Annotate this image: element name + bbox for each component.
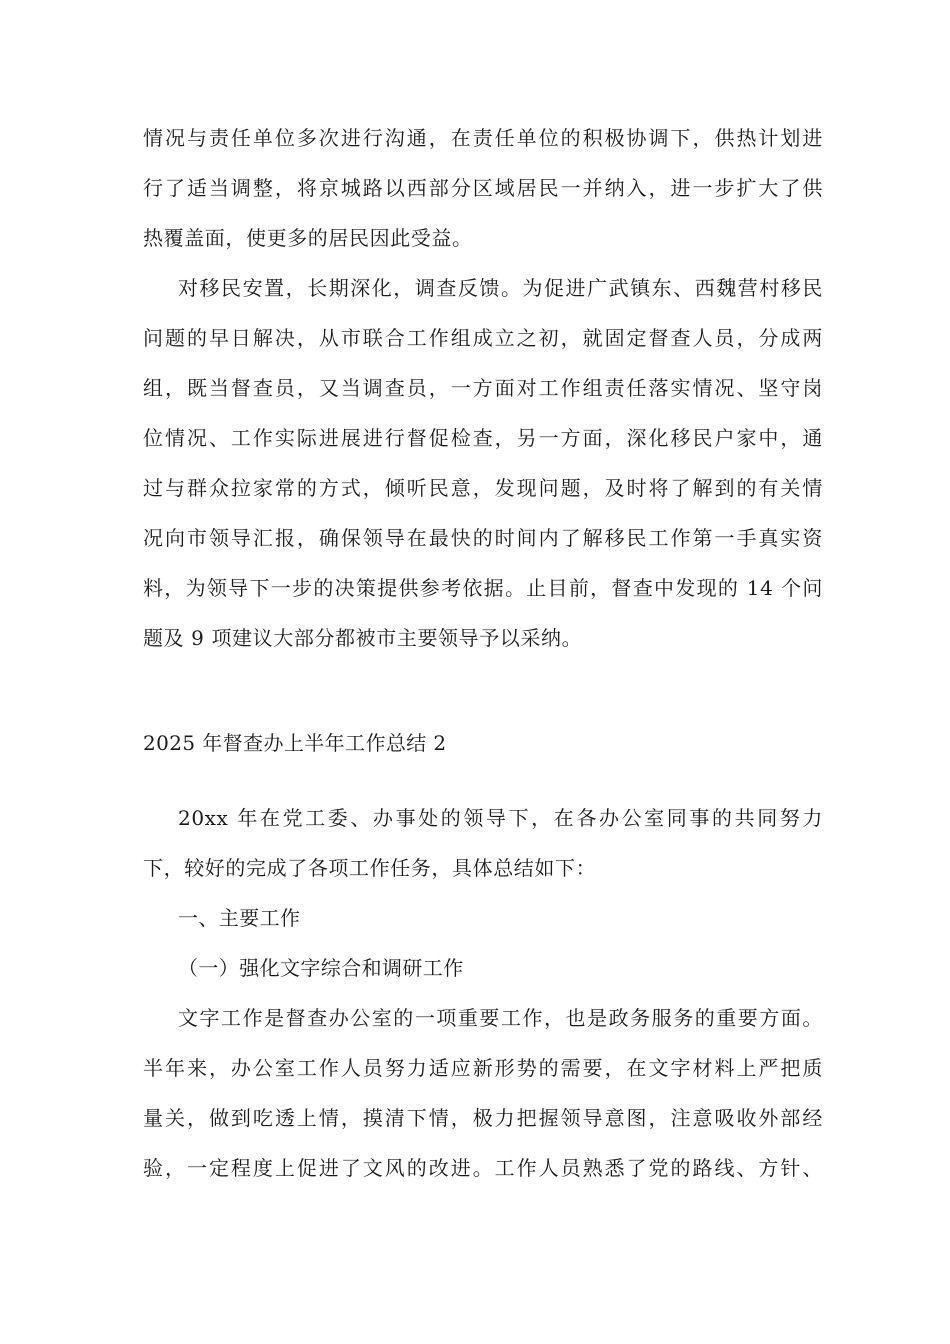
text-line: 对移民安置，长期深化，调查反馈。为促进广武镇东、西魏营村移民 (178, 276, 823, 300)
text-line: 行了适当调整，将京城路以西部分区域居民一并纳入，进一步扩大了供 (143, 176, 823, 200)
text-line: 问题的早日解决，从市联合工作组成立之初，就固定督查人员，分成两 (143, 326, 823, 350)
heading-writing-research: （一）强化文字综合和调研工作 (178, 956, 464, 980)
text-line: 情况与责任单位多次进行沟通，在责任单位的积极协调下，供热计划进 (143, 126, 823, 150)
text-line: 文字工作是督查办公室的一项重要工作，也是政务服务的重要方面。 (178, 1006, 823, 1030)
text-line: 组，既当督查员，又当调查员，一方面对工作组责任落实情况、坚守岗 (143, 376, 823, 400)
heading-main-work: 一、主要工作 (178, 906, 301, 930)
text-line: 过与群众拉家常的方式，倾听民意，发现问题，及时将了解到的有关情 (143, 476, 823, 500)
text-line: 验，一定程度上促进了文风的改进。工作人员熟悉了党的路线、方针、 (143, 1156, 823, 1180)
text-line: 20xx 年在党工委、办事处的领导下，在各办公室同事的共同努力 (178, 806, 823, 830)
text-line: 位情况、工作实际进展进行督促检查，另一方面，深化移民户家中，通 (143, 426, 823, 450)
text-line: 热覆盖面，使更多的居民因此受益。 (143, 226, 473, 250)
text-line: 下，较好的完成了各项工作任务，具体总结如下： (143, 856, 597, 880)
text-line: 料，为领导下一步的决策提供参考依据。止目前，督查中发现的 14 个问 (143, 576, 823, 600)
text-line: 半年来，办公室工作人员努力适应新形势的需要，在文字材料上严把质 (143, 1056, 823, 1080)
text-line: 题及 9 项建议大部分都被市主要领导予以采纳。 (143, 626, 583, 650)
section-title: 2025 年督查办上半年工作总结 2 (143, 731, 447, 755)
text-line: 况向市领导汇报，确保领导在最快的时间内了解移民工作第一手真实资 (143, 526, 823, 550)
text-line: 量关，做到吃透上情，摸清下情，极力把握领导意图，注意吸收外部经 (143, 1106, 823, 1130)
